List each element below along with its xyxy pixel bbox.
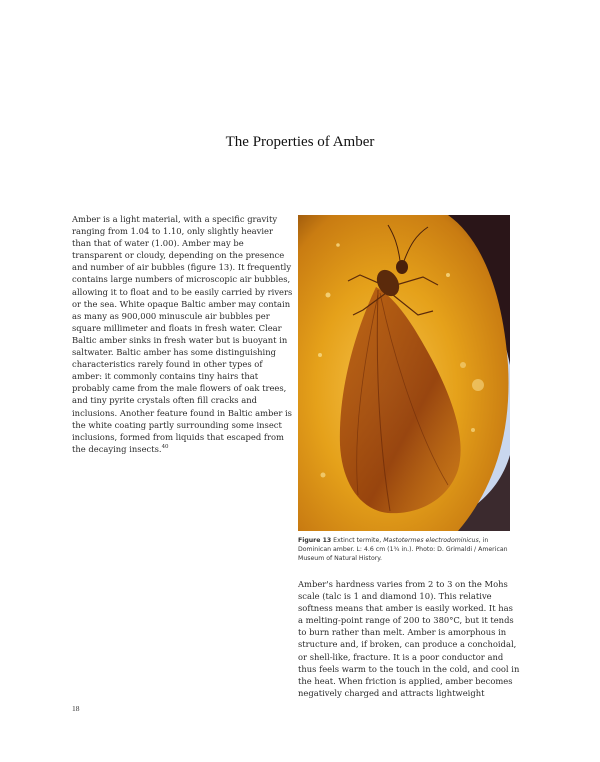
amber-photo <box>298 215 510 531</box>
caption-text-end: , in Dominican amber. L: 4.6 cm (1¾ in.). Photo: D. Grimaldi / American Museum of Natural History. <box>298 537 508 562</box>
body-paragraph-left: Amber is a light material, with a specific gravity ranging from 1.04 to 1.10, only slightly heavier than that of water (1.00). Amber may be transparent or cloudy, depending on the presence and number of air bubbles (figure 13). It frequently contains large numbers of microscopic air bubbles, allowing it to float and to be easily carried by rivers or the sea. White opaque Baltic amber may contain as many as 900,000 minuscule air bubbles per square millimeter and floats in fresh water. Clear Baltic amber sinks in fresh water but is buoyant in saltwater. Baltic amber has some distinguishing characteristics rarely found in other types of amber: it commonly contains tiny hairs that probably came from the male flowers of oak trees, and tiny pyrite crystals often fill cracks and inclusions. Another feature found in Baltic amber is the white coating partly surrounding some insect inclusions, formed from liquids that escaped from the decaying insects. <box>72 214 293 454</box>
caption-species: Mastotermes electrodominicus <box>383 537 479 544</box>
page-number: 18 <box>72 704 80 713</box>
page-title: The Properties of Amber <box>225 134 375 150</box>
caption-text-start: Extinct termite, <box>333 537 384 544</box>
termite-in-amber-image <box>298 215 510 531</box>
figure-caption <box>298 536 512 563</box>
body-text-right: Amber's hardness varies from 2 to 3 on the Mohs scale (talc is 1 and diamond 10). This relative softness means that amber is easily worked. It has a melting-point range of 200 to 380°C, but it tends to burn rather than melt. Amber is amorphous in structure and, if broken, can produce a conchoidal, or shell-like, fracture. It is a poor conductor and thus feels warm to the touch in the cold, and cool in the heat. When friction is applied, amber becomes negatively charged and attracts lightweight <box>298 579 520 698</box>
footnote-reference: 40 <box>161 443 169 450</box>
body-text-left <box>72 213 294 455</box>
figure-label: Figure 13 <box>298 537 332 544</box>
